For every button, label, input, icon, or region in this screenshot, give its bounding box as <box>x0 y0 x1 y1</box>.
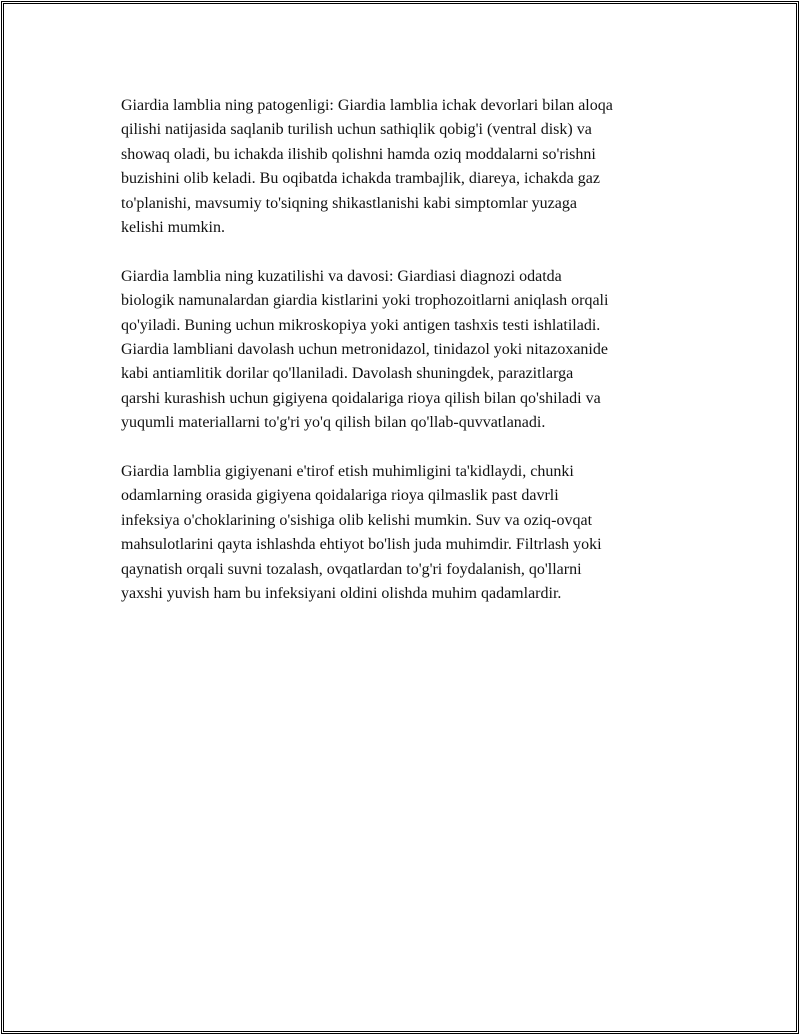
paragraph-diagnosis-treatment: Giardia lamblia ning kuzatilishi va davosi: Giardiasi diagnozi odatda biologik namunalardan giardia kistlarini yoki trophozoitlarni aniqlash orqali qo'yiladi. Buning uchun mikroskopiya yoki antigen tashxis testi ishlatiladi. Giardia lambliani davolash uchun metronidazol, tinidazol yoki nitazoxanide kabi antiamlitik dorilar qo'llaniladi. Davolash shuningdek, parazitlarga qarshi kurashish uchun gigiyena qoidalariga rioya qilish bilan qo'shiladi va yuqumli materiallarni to'g'ri yo'q qilish bilan qo'llab-quvvatlanadi. <box>121 267 609 432</box>
paragraph-pathogenicity: Giardia lamblia ning patogenligi: Giardia lamblia ichak devorlari bilan aloqa qilishi natijasida saqlanib turilish uchun sathiqlik qobig'i (ventral disk) va showaq oladi, bu ichakda ilishib qolishni hamda oziq moddalarni so'rishni buzishini olib keladi. Bu oqibatda ichakda trambajlik, diareya, ichakda gaz to'planishi, mavsumiy to'siqning shikastlanishi kabi simptomlar yuzaga kelishi mumkin. <box>121 97 613 237</box>
paragraph-hygiene: Giardia lamblia gigiyenani e'tirof etish muhimligini ta'kidlaydi, chunki odamlarning orasida gigiyena qoidalariga rioya qilmaslik past davrli infeksiya o'choklarining o'sishiga olib kelishi mumkin. Suv va oziq-ovqat mahsulotlarini qayta ishlashda ehtiyot bo'lish juda muhimdir. Filtrlash yoki qaynatish orqali suvni tozalash, ovqatlardan to'g'ri foydalanish, qo'llarni yaxshi yuvish ham bu infeksiyani oldini olishda muhim qadamlardir. <box>121 463 602 603</box>
document-body <box>121 94 701 631</box>
page-border <box>1 1 799 1034</box>
